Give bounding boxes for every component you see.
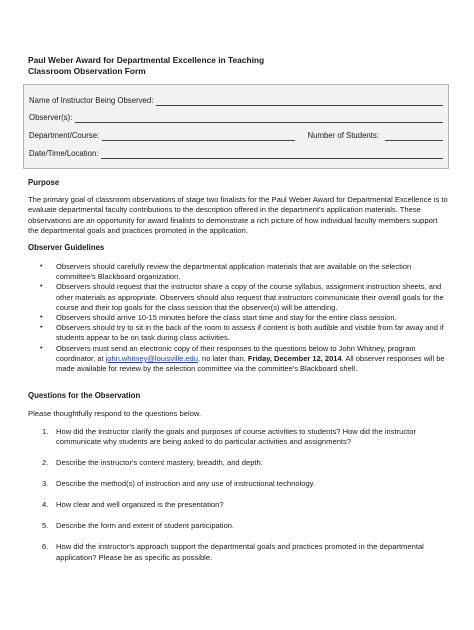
list-item — [28, 458, 450, 468]
bullet-icon: • — [40, 263, 43, 270]
guidelines-heading: Observer Guidelines — [28, 243, 105, 252]
question-text: How clear and well organized is the presentation? — [56, 500, 224, 510]
observation-info-form — [23, 84, 449, 169]
document-header — [28, 55, 264, 77]
questions-heading: Questions for the Observation — [28, 391, 141, 400]
list-item — [28, 282, 450, 313]
list-item — [28, 344, 450, 375]
guideline-text-after-email: , no later than, — [197, 353, 248, 363]
bullet-icon: • — [40, 344, 43, 352]
instructor-label: Name of Instructor Being Observed: — [29, 96, 154, 105]
document-title: Paul Weber Award for Departmental Excellence in Teaching — [28, 55, 265, 65]
coordinator-email-link[interactable]: john.whitney@louisville.edu — [105, 353, 198, 363]
purpose-text: The primary goal of classroom observations of stage two finalists for the Paul Weber Award for Departmental Excellence is to evaluate departmental faculty contributions to the description offered in the department's application materials. These observations are an opportunity for award finalists to demonstrate a rich picture of how individual faculty members support the departmental goals and practices promoted in the application. — [28, 195, 448, 236]
deadline-date: Friday, December 12, 2014 — [247, 353, 342, 363]
purpose-heading: Purpose — [28, 178, 60, 187]
list-item — [28, 542, 450, 563]
guideline-text: Observers should arrive 10-15 minutes before the class start time and stay for the entire class session. — [56, 313, 397, 323]
list-item — [28, 479, 450, 489]
department-label: Department/Course: — [29, 131, 100, 140]
guideline-text: Observers should request that the instructor share a copy of the course syllabus, assignment instruction sheets, and other materials as appropriate. Observers should also request that instructors communicate their overall goals for the course and their top goals for the class session that the observer(s) will be attending. — [56, 282, 444, 312]
question-number: 2. — [42, 458, 49, 468]
bullet-icon: • — [40, 314, 43, 322]
question-number: 3. — [42, 479, 49, 489]
guideline-text-closing: . All observer responses will be made available for review by the selection committee via the committee's Blackboard shell. — [56, 353, 445, 374]
datetime-field[interactable] — [101, 150, 443, 159]
list-item — [28, 500, 450, 510]
question-text: Describe the form and extent of student participation. — [56, 521, 235, 531]
question-text: How did the instructor clarify the goals and purposes of course activities to students? How did the instructor communicate why students are being asked to do particular activities and assignments? — [56, 427, 417, 447]
bullet-icon: • — [40, 283, 43, 291]
department-field[interactable] — [102, 132, 295, 141]
instructor-field[interactable] — [156, 97, 443, 106]
bullet-icon: • — [40, 324, 43, 332]
department-row — [29, 129, 443, 141]
list-item — [28, 313, 450, 323]
guideline-text: Observers should try to sit in the back of the room to assess if content is both audible and visible from far away and if students appear to be on task during class activities. — [56, 323, 444, 343]
students-label: Number of Students: — [307, 131, 379, 140]
instructor-row — [29, 94, 443, 106]
question-number: 5. — [42, 521, 49, 531]
questions-list — [28, 427, 450, 574]
datetime-label: Date/Time/Location: — [29, 149, 99, 158]
guideline-text-before-email: Observers must send an electronic copy of their responses to the questions below to John Whitney, program coordinator, at — [56, 343, 416, 363]
list-item — [28, 262, 450, 282]
question-text: Describe the instructor's content mastery, breadth, and depth. — [56, 458, 263, 468]
list-item — [28, 323, 450, 343]
list-item — [28, 427, 450, 448]
question-number: 4. — [42, 500, 49, 510]
students-field[interactable] — [385, 132, 443, 141]
list-item — [28, 521, 450, 531]
observers-field[interactable] — [75, 114, 443, 123]
questions-intro: Please thoughtfully respond to the questions below. — [28, 409, 202, 418]
datetime-row — [29, 147, 443, 159]
question-number: 6. — [42, 542, 49, 552]
document-subtitle: Classroom Observation Form — [28, 66, 146, 76]
observers-row — [29, 111, 443, 123]
question-number: 1. — [42, 427, 49, 436]
guidelines-list — [28, 262, 450, 374]
question-text: How did the instructor's approach support the departmental goals and practices promoted in the departmental application? Please be as specific as possible. — [56, 542, 424, 562]
question-text: Describe the method(s) of instruction and any use of instructional technology. — [56, 479, 316, 489]
observers-label: Observer(s): — [29, 113, 73, 122]
guideline-text: Observers should carefully review the departmental application materials that are available on the selection committee's Blackboard organization. — [56, 262, 412, 282]
